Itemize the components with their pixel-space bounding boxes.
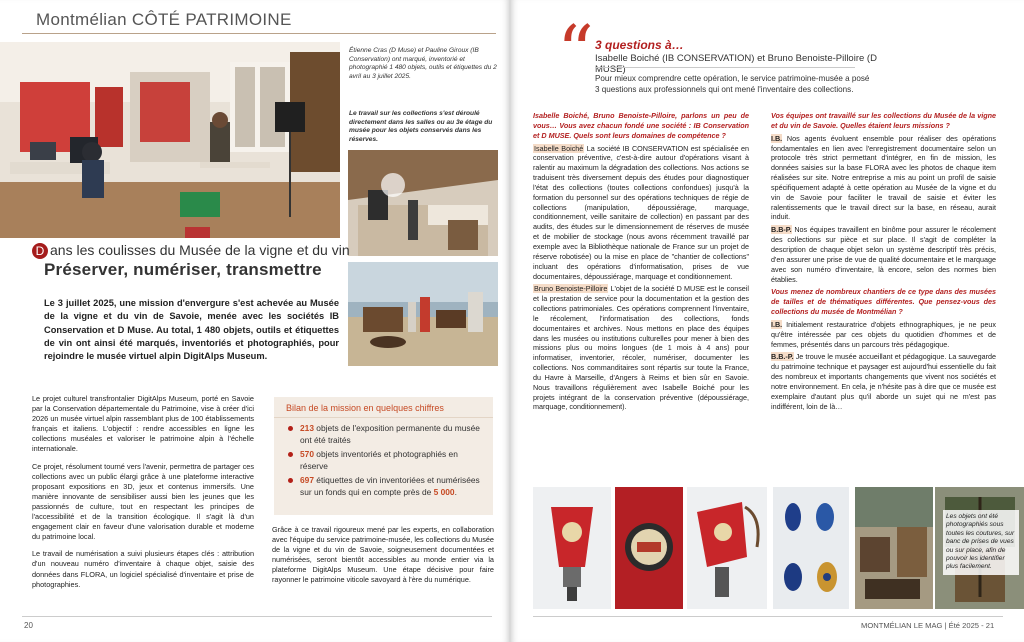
answer-2b: B.B-P. Nos équipes travaillent en binôme pour assurer le récolement des collections sur pièce et sur place. Il s'agit de compléter la description de chaque objet selon un système descriptif très précis, d'en assurer une prise de vue de qualité documentaire et le marquage avec son numéro d'inventaire, là encore, selon des normes bien établies. <box>771 225 996 284</box>
photo-red-object-2 <box>687 487 767 609</box>
interview-title: 3 questions à… <box>595 38 684 52</box>
article-kicker <box>32 242 352 259</box>
stats-box <box>274 397 493 515</box>
answer-3b: B.B.-P. Je trouve le musée accueillant et pédagogique. La sauvegarde du patrimoine technique et paysager est aujourd'hui essentielle du fait des nombreux et importants changements que vivent nos sociétés et notre environnement. En cela, je n'hésite pas à dire que ce musée est exemplaire d'autant plus qu'il aborde un sujet qui ne m'est pas indifférent, loin de là… <box>771 352 996 411</box>
stats-list <box>274 418 493 507</box>
photo-digitization-room <box>0 42 340 238</box>
photo-label-detail <box>615 487 683 609</box>
left-page <box>0 0 509 642</box>
kicker-initial: D <box>32 243 48 259</box>
interview-names: Isabelle Boiché (IB CONSERVATION) et Bruno Benoiste-Pilloire (D MUSE) <box>595 53 877 75</box>
page-footer: MONTMÉLIAN LE MAG | Été 2025 - 21 <box>861 621 995 630</box>
article-column-2 <box>272 525 494 593</box>
question-2: Vos équipes ont travaillé sur les collections du Musée de la vigne et du vin de Savoie. Quelles étaient leurs missions ? <box>771 111 996 130</box>
article-headline: Préserver, numériser, transmettre <box>44 260 322 279</box>
answer-1a: Isabelle Boiché La société IB CONSERVATION est spécialisée en conservation préventive, c'est-à-dire autour d'opérations visant à ralentir au maximum la dégradation des collections. Nos actions se traduisent très diversement depuis des études pour diagnostiquer l'état des collections (toutes collections confondues) jusqu'à la formation du personnel sur des opérations techniques de régie de collections (manipulation, dépoussiérage, marquage, conditionnement, veille sanitaire de collection) en passant par des audits, des études sur le dimensionnement de réserves de musée et de mobilier de stockage (nous avons récemment travaillé par exemple avec la Bibliothèque nationale de France sur un projet de réserve robotisée) ou la mise en place de "chantier de collections" incluant des opérations d'informatisation, prises de vue documentaires, dépoussiérage, marquage et conditionnement. <box>533 143 749 281</box>
paragraph-3: Le travail de numérisation a suivi plusieurs étapes clés : attribution d'un nouveau numéro d'inventaire à chaque objet, saisie des données dans FLORA, un logiciel spécialisé d'inventaire et prise de photographies. <box>32 549 254 589</box>
stats-item: 213 objets de l'exposition permanente du musée ont été traités <box>288 423 485 446</box>
photo-caption-1: Étienne Cras (D Muse) et Pauline Giroux (IB Conservation) ont marqué, inventorié et photographié 1 480 objets, outils et étiquettes du 2 avril au 3 juillet 2025. <box>349 47 497 80</box>
photo-side-caption: Les objets ont été photographiés sous toutes les coutures, sur banc de prises de vues ou sur place, afin de pouvoir les identifier plus facilement. <box>943 510 1019 575</box>
quote-mark-icon: “ <box>557 10 594 94</box>
stats-box-title: Bilan de la mission en quelques chiffres <box>274 397 493 418</box>
right-page <box>511 0 1024 642</box>
paragraph-4: Grâce à ce travail rigoureux mené par les experts, en collaboration avec l'équipe du service patrimoine-musée, les collections du Musée de la vigne et du vin de Savoie, soigneusement documentées et numérisées, seront bientôt accessibles au monde entier via la plateforme DigitAlps Museum. Une étape décisive pour faire rayonner le patrimoine viticole savoyard à l'ère du numérique. <box>272 525 494 585</box>
section-title: Montmélian CÔTÉ PATRIMOINE <box>36 10 292 29</box>
footer-rule-right <box>533 616 1003 617</box>
photo-blue-jugs <box>773 487 849 609</box>
question-1: Isabelle Boiché, Bruno Benoiste-Pilloire, parlons un peu de vous… Vous avez chacun fondé une société : IB Conservation et D MUSE. Quels sont leurs domaines de compétence ? <box>533 111 749 140</box>
article-lead: Le 3 juillet 2025, une mission d'envergure s'est achevée au Musée de la vigne et du vin de Savoie, menée avec les sociétés IB Conservation et D Muse. Au total, 1 480 objets, outils et étiquettes de vin ont ainsi été marqués, inventoriés et photographiés, pour rejoindre le musée virtuel alpin DigitAlps Museum. <box>44 298 339 362</box>
section-header <box>22 4 496 34</box>
interview-column-1 <box>533 111 749 415</box>
answer-1b: Bruno Benoiste-Pilloire L'objet de la société D MUSE est le conseil et la prestation de service pour la documentation et la gestion des collections patrimoniales. Ces opérations comprennent l'inventaire, le récolement, l'informatisation des collections, fonds documentaires et archives. Nous mettons en place des équipes dans les musées ou institutions culturelles pour mener à bien des missions plus ou moins longues (de 1 mois à 4 ans) pour informatiser, inventorier, récoler, numériser, documenter les collections. Nos commanditaires sont répartis sur toute la France, du Havre à Marseille, d'Angers à Reims et bien sûr en Savoie. Nous travaillons régulièrement avec Isabelle Boiché pour les projets intégrant de la conservation préventive (dépoussiérage, marquage, conditionnement). <box>533 284 749 412</box>
photo-red-object-1 <box>533 487 611 609</box>
photo-objects-table <box>348 262 498 366</box>
answer-2a: I.B. Nos agents évoluent ensemble pour réaliser des opérations fondamentales en lien avec l'enregistrement documentaire selon un protocole très strict permettant d'intégrer, en fin de mission, les données saisies sur la base FLORA avec les photos de chaque item réalisées sur site. Notre entreprise a mis au point un profil de saisie spécifiquement adapté à cette opération au Musée de la vigne et du vin de Savoie pour faciliter le travail de saisie et éviter les ralentissements que le travail direct sur la base, en réseau, aurait induit. <box>771 133 996 222</box>
title-rule <box>595 67 855 68</box>
paragraph-2: Ce projet, résolument tourné vers l'avenir, permettra de partager ces collections avec un public élargi grâce à une plateforme interactive proposant expositions en 3D, jeux et contenus immersifs. Une manière innovante de sensibiliser aussi bien les jeunes que les passionnés de culture, tout en respectant les principes de l'accessibilité et de la transition écologique. Il s'agit là d'un engagement clair en faveur d'une valorisation durable et moderne du patrimoine local. <box>32 461 254 542</box>
kicker-text: ans les coulisses du Musée de la vigne et du vin <box>50 242 350 258</box>
stats-item: 570 objets inventoriés et photographiés en réserve <box>288 449 485 472</box>
paragraph-1: Le projet culturel transfrontalier DigitAlps Museum, porté en Savoie par la Conservation départementale du Patrimoine, vise à créer d'ici 2026 un musée virtuel alpin rassemblant plus de 100 établissements français et italiens. L'objectif : rendre accessibles en ligne les collections muséales et valoriser le patrimoine alpin à l'échelle internationale. <box>32 394 254 454</box>
photo-wooden-tools <box>855 487 933 609</box>
answer-3a: I.B. Initialement restauratrice d'objets ethnographiques, je ne peux qu'être intéressée par ces objets du quotidien d'hommes et de femmes, présentés dans un parcours très pédagogique. <box>771 319 996 349</box>
stats-item: 697 étiquettes de vin inventoriées et numérisées sur un fonds qui en compte près de 5 000. <box>288 475 485 498</box>
photo-reserve-room <box>348 150 498 256</box>
article-column-1 <box>32 394 254 597</box>
question-3: Vous menez de nombreux chantiers de ce type dans des musées de tailles et de thématiques différentes. Que pensez-vous des collections du musée de Montmélian ? <box>771 287 996 317</box>
photo-caption-2: Le travail sur les collections s'est déroulé directement dans les salles ou au 3e étage du musée pour les objets conservés dans les réserves. <box>349 110 493 143</box>
interview-column-2 <box>771 111 996 414</box>
interview-intro: Pour mieux comprendre cette opération, le service patrimoine-musée a posé 3 questions aux professionnels qui ont mené l'inventaire des collections. <box>595 74 870 94</box>
footer-rule <box>22 616 492 617</box>
page-number-left: 20 <box>24 621 33 630</box>
